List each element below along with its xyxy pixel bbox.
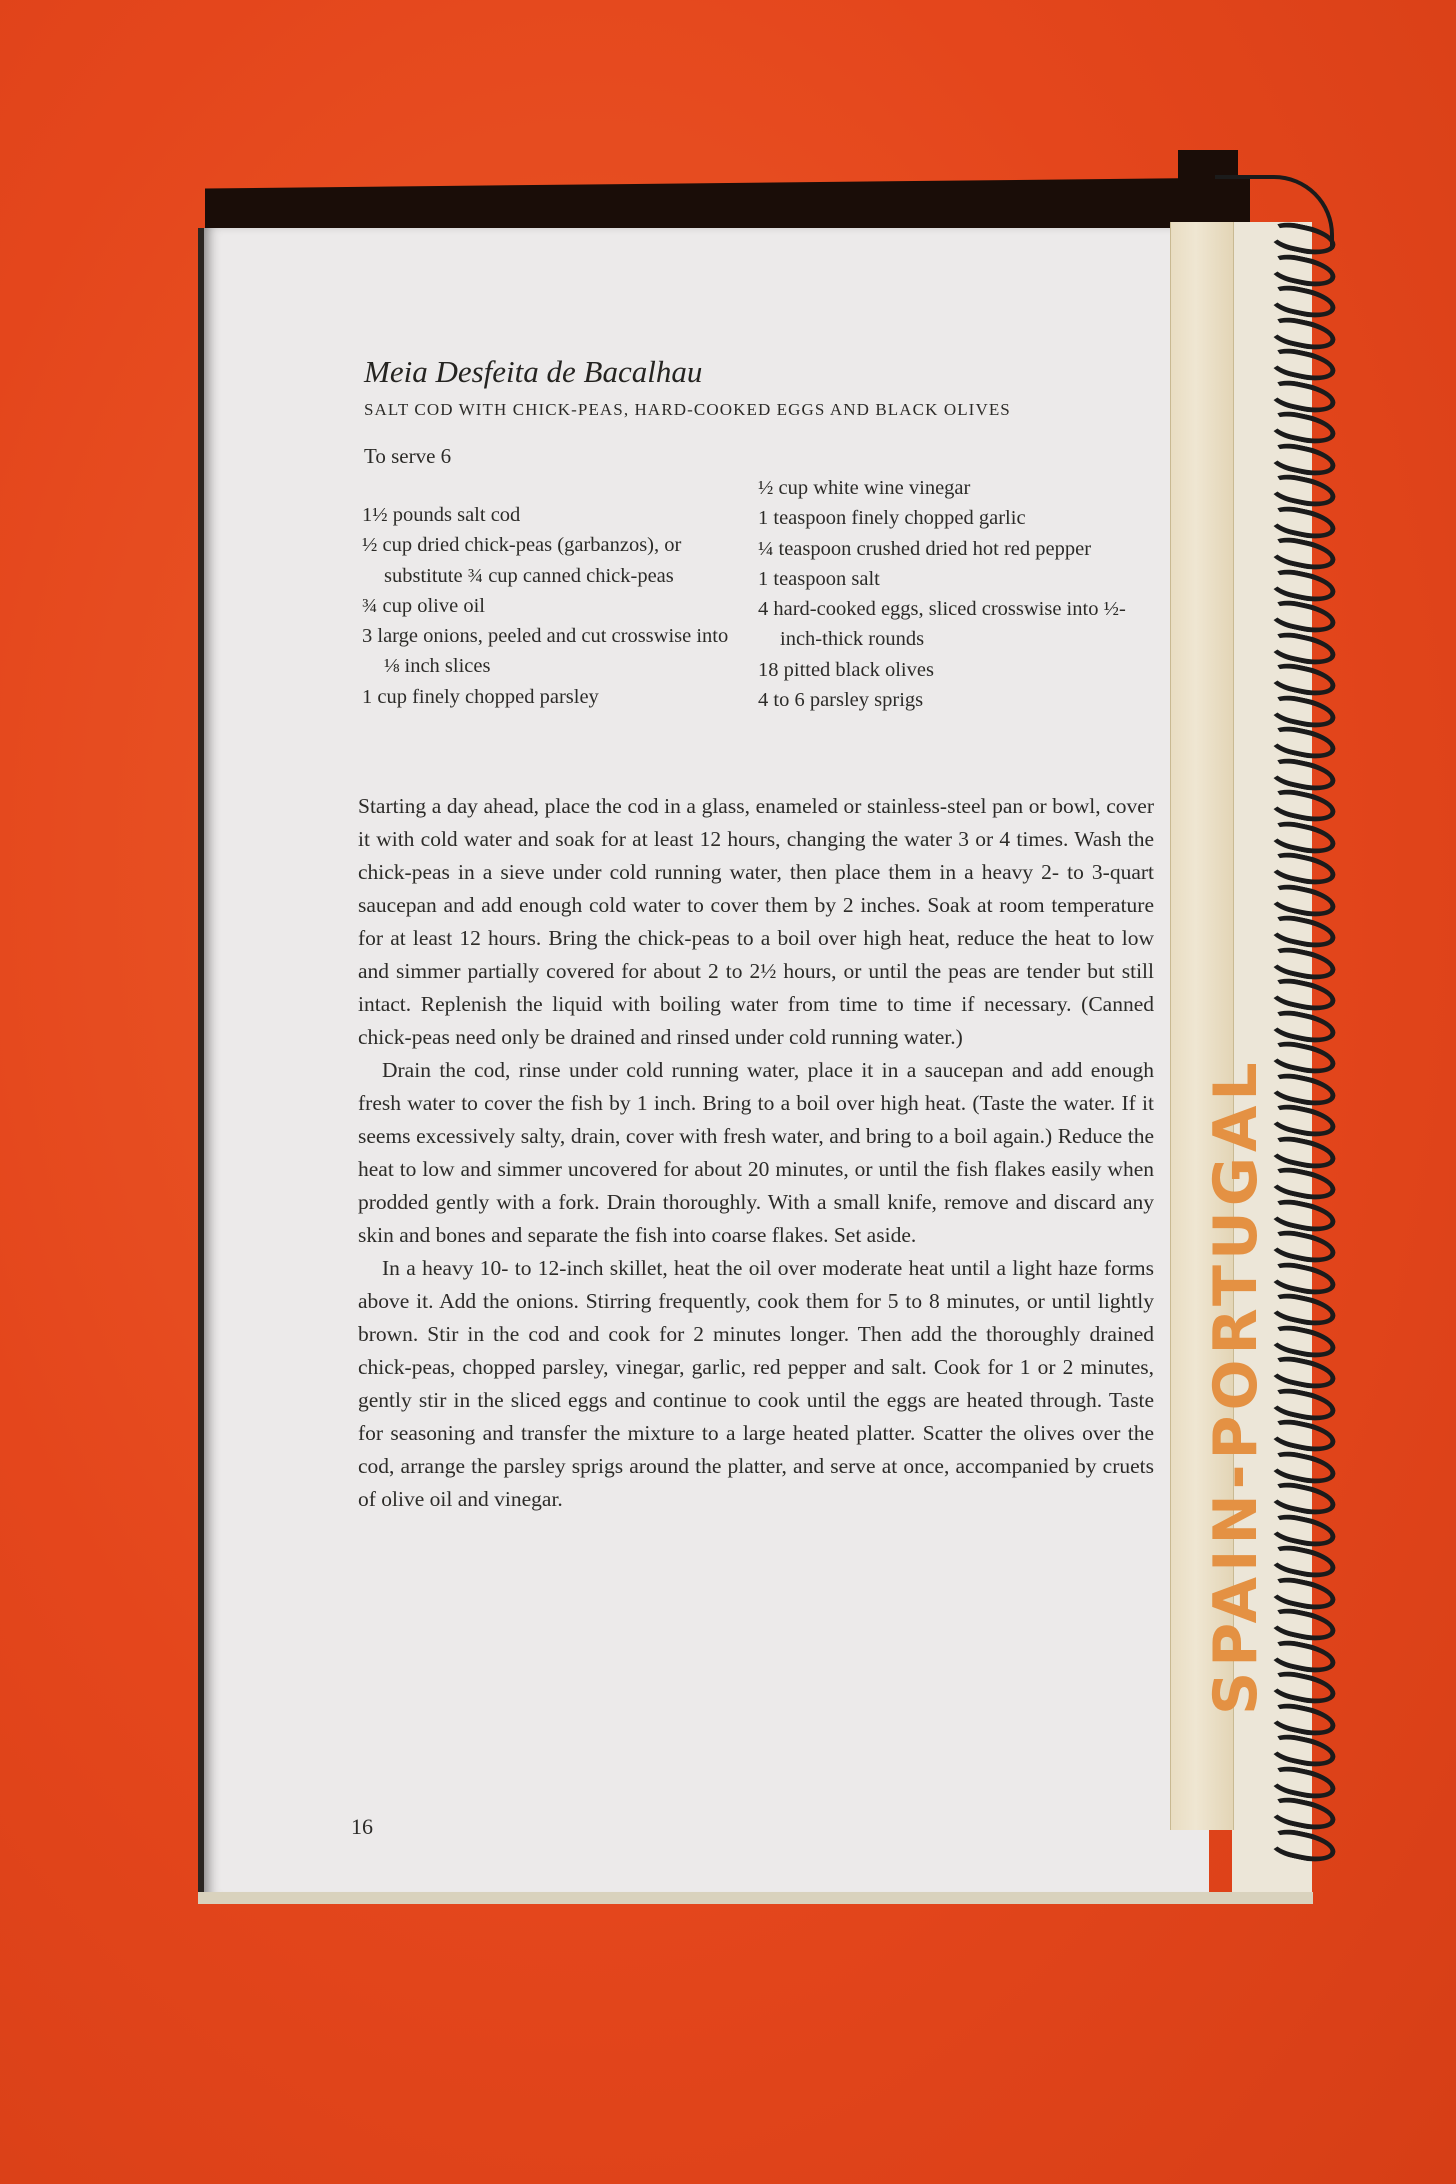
- instruction-paragraph: Drain the cod, rinse under cold running water, place it in a saucepan and add enough fresh water to cover the fish by 1 inch. Bring to a boil over high heat. (Taste the water. If it seems excessively salty, drain, cover with fresh water, and bring to a boil again.) Reduce the heat to low and simmer uncovered for about 20 minutes, or until the fish flakes easily when prodded gently with a fork. Drain thoroughly. With a small knife, remove and discard any skin and bones and separate the fish into coarse flakes. Set aside.: [358, 1058, 1154, 1247]
- page-number: 16: [351, 1814, 373, 1839]
- ingredients-left-column: [362, 500, 732, 712]
- ingredient-item: ¾ cup olive oil: [362, 594, 485, 617]
- ingredient-item: 1 cup finely chopped parsley: [362, 685, 599, 708]
- ingredient-item: 18 pitted black olives: [758, 658, 934, 681]
- ingredient-item: ¼ teaspoon crushed dried hot red pepper: [758, 537, 1092, 560]
- recipe-subtitle: SALT COD WITH CHICK-PEAS, HARD-COOKED EGGS AND BLACK OLIVES: [364, 400, 1011, 419]
- ingredient-item: 1 teaspoon finely chopped garlic: [758, 507, 1026, 530]
- ingredient-item: 4 to 6 parsley sprigs: [758, 689, 924, 712]
- ingredients-right-column: [758, 473, 1138, 715]
- ingredient-item: 1½ pounds salt cod: [362, 504, 521, 526]
- ingredient-item: 3 large onions, peeled and cut crosswise into ⅛ inch slices: [362, 625, 729, 678]
- instruction-paragraph: In a heavy 10- to 12-inch skillet, heat the oil over moderate heat until a light haze forms above it. Add the onions. Stirring frequently, cook them for 5 to 8 minutes, or until lightly brown. Stir in the cod and cook for 2 minutes longer. Then add the thoroughly drained chick-peas, chopped parsley, vinegar, garlic, red pepper and salt. Cook for 1 or 2 minutes, gently stir in the sliced eggs and continue to cook until the eggs are heated through. Taste for seasoning and transfer the mixture to a large heated platter. Scatter the olives over the cod, arrange the parsley sprigs around the platter, and serve at once, accompanied by cruets of olive oil and vinegar.: [358, 1256, 1154, 1511]
- ingredient-item: ½ cup white wine vinegar: [758, 477, 971, 499]
- ingredient-item: 4 hard-cooked eggs, sliced crosswise into ½-inch-thick rounds: [758, 598, 1126, 651]
- instruction-paragraph: Starting a day ahead, place the cod in a glass, enameled or stainless-steel pan or bowl, cover it with cold water and soak for at least 12 hours, changing the water 3 or 4 times. Wash the chick-peas in a sieve under cold running water, then place them in a heavy 2- to 3-quart saucepan and add enough cold water to cover them by 2 inches. Soak at room temperature for at least 12 hours. Bring the chick-peas to a boil over high heat, reduce the heat to low and simmer partially covered for about 2 to 2½ hours, or until the peas are tender but still intact. Replenish the liquid with boiling water from time to time if necessary. (Canned chick-peas need only be drained and rinsed under cold running water.): [358, 794, 1154, 1049]
- ingredient-item: 1 teaspoon salt: [758, 567, 880, 590]
- section-tab-label: SPAIN-PORTUGAL: [1201, 1057, 1271, 1715]
- recipe-instructions: [358, 790, 1154, 1516]
- serving-size: To serve 6: [364, 444, 452, 468]
- ingredient-item: ½ cup dried chick-peas (garbanzos), or substitute ¾ cup canned chick-peas: [362, 534, 682, 587]
- recipe-title: Meia Desfeita de Bacalhau: [364, 354, 703, 389]
